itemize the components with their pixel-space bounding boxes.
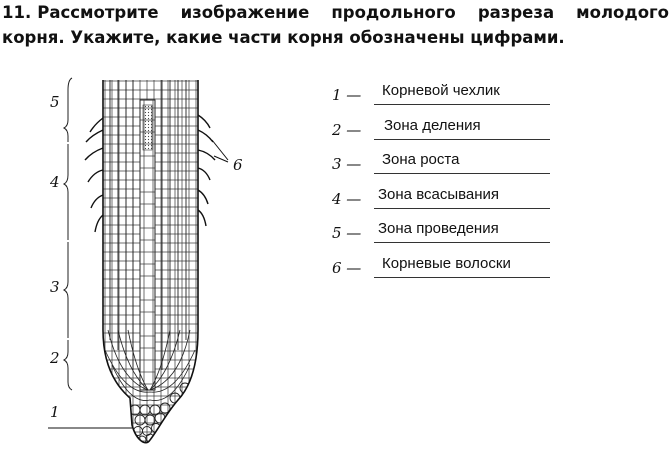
answer-row-2 (332, 117, 562, 152)
zone-label-5: 5 (50, 93, 60, 111)
answer-row-1 (332, 82, 562, 117)
zone-label-4: 4 (50, 173, 60, 191)
answer-value[interactable]: Корневой чехлик (382, 82, 500, 99)
zone-label-3: 3 (50, 278, 60, 296)
label-6: 6 (233, 156, 243, 174)
question-body: Рассмотрите изображение продольного разреза молодого корня. Укажите, какие части корня обозначены цифрами. (2, 3, 669, 47)
answer-value[interactable]: Корневые волоски (382, 254, 511, 272)
answer-line (374, 139, 550, 140)
root-body (100, 78, 200, 453)
answer-line (374, 277, 550, 278)
answer-line (374, 242, 550, 243)
answer-row-6 (332, 255, 562, 290)
answer-label: 4 — (332, 189, 362, 208)
answer-row-5 (332, 220, 562, 255)
answer-label: 2 — (332, 120, 362, 139)
zone-label-2: 2 (50, 349, 60, 367)
question-number: 11. (2, 3, 32, 22)
answer-value[interactable]: Зона деления (384, 116, 481, 134)
answer-label: 3 — (332, 155, 362, 173)
answer-line (374, 104, 550, 105)
answer-label: 1 — (332, 86, 362, 104)
answer-value[interactable]: Зона роста (382, 151, 460, 168)
answer-label: 6 — (332, 258, 362, 277)
answer-label: 5 — (332, 224, 362, 242)
answer-row-3 (332, 151, 562, 186)
answer-row-4 (332, 186, 562, 221)
answer-line (374, 208, 550, 209)
answer-list (332, 82, 562, 289)
answer-value[interactable]: Зона проведения (378, 220, 499, 237)
answer-value[interactable]: Зона всасывания (378, 185, 500, 203)
zone-label-1: 1 (50, 403, 60, 421)
answer-line (374, 173, 550, 174)
